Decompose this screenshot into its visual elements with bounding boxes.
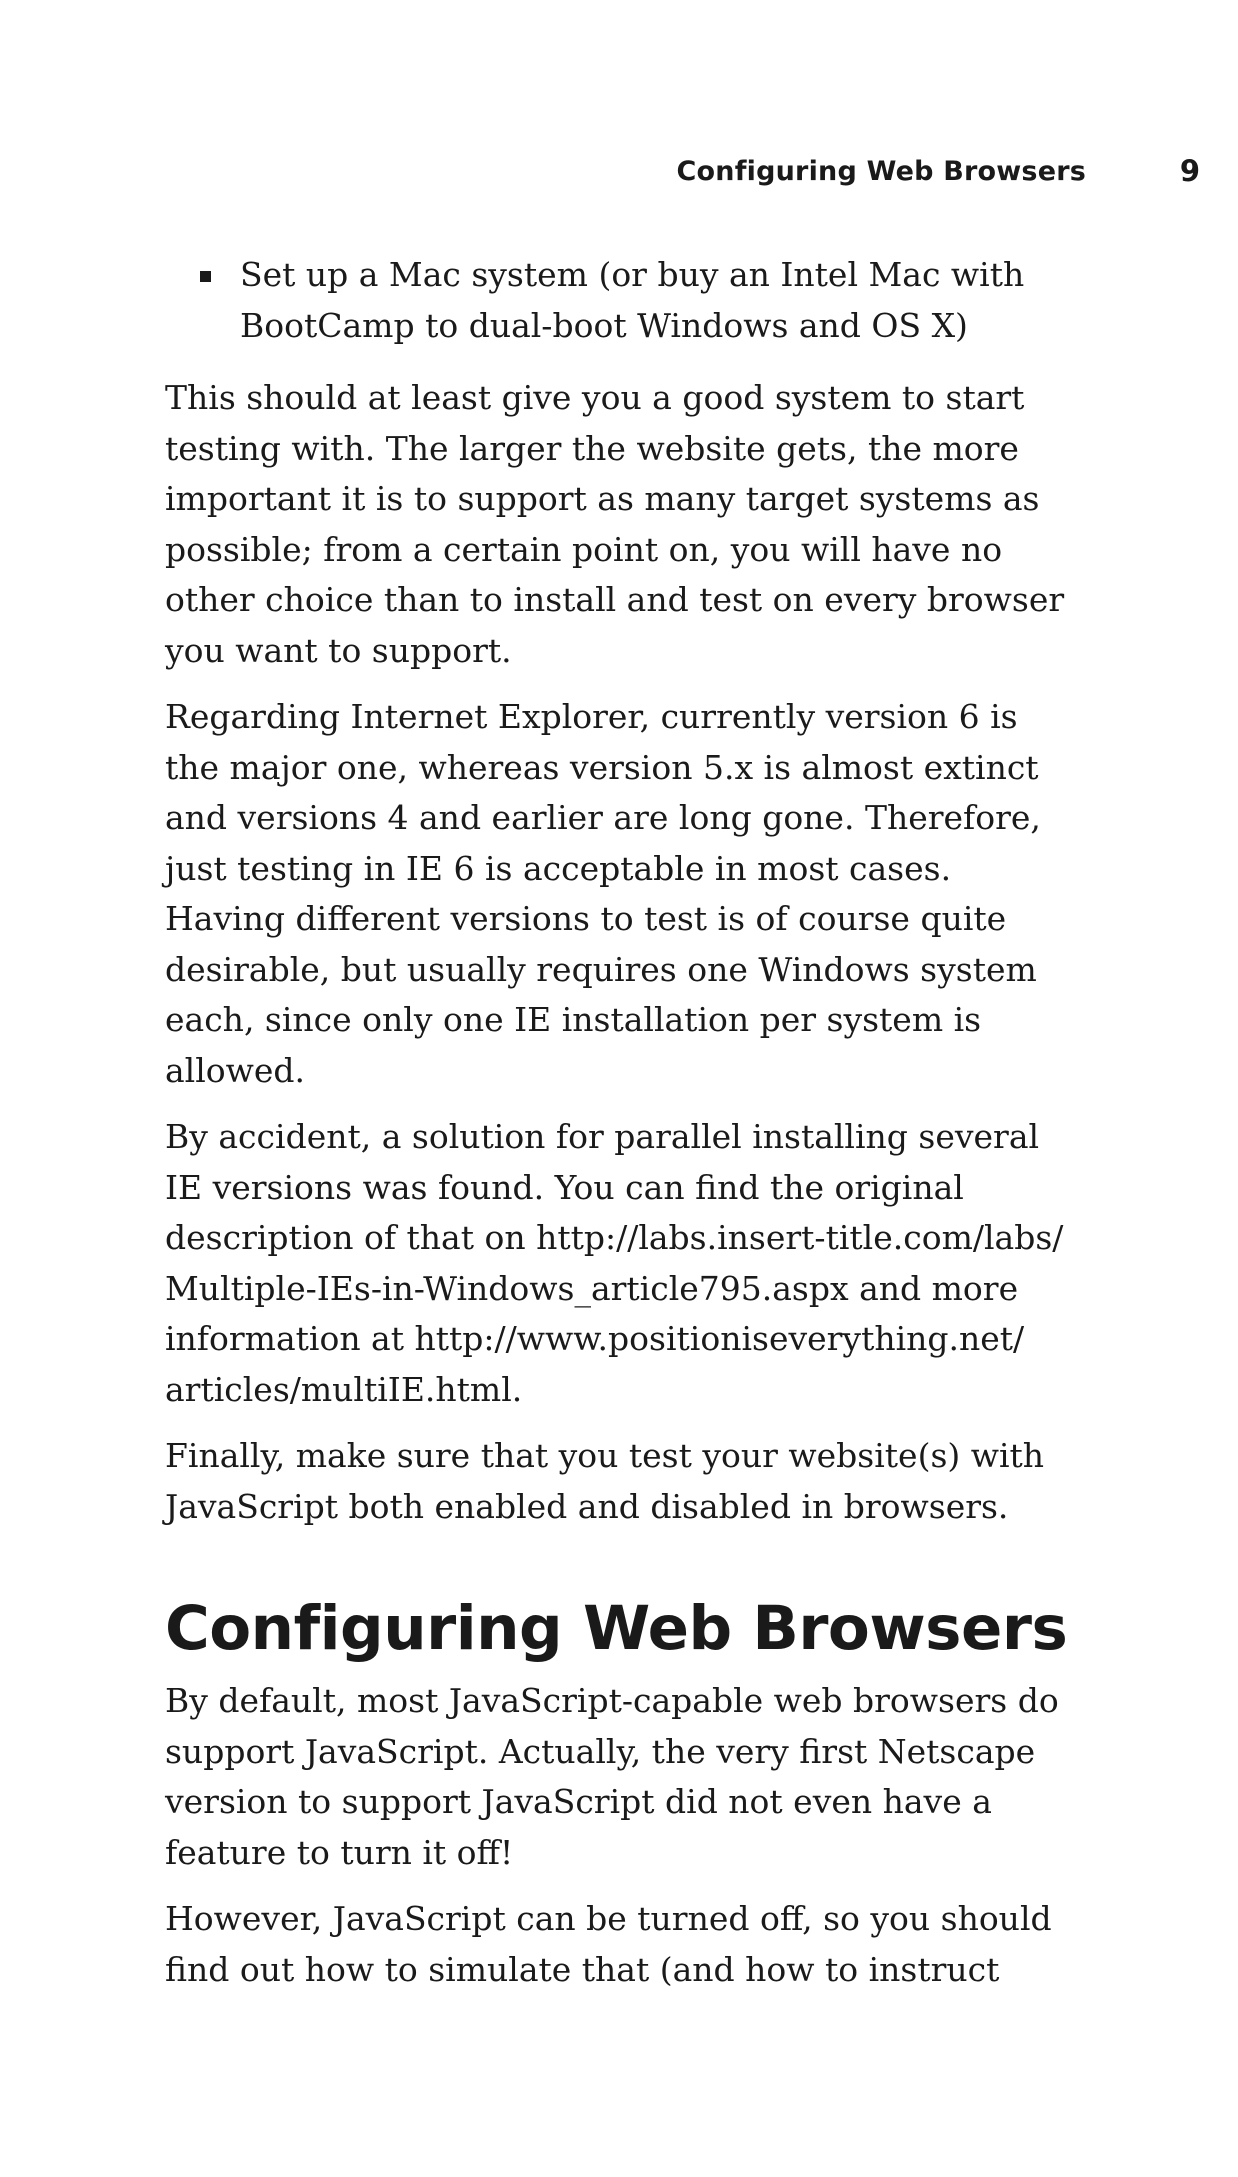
paragraph-turned-off: However, JavaScript can be turned off, so you should find out how to simulate that (and how to instruct — [165, 1899, 1052, 1989]
paragraph-multiple-ie: By accident, a solution for parallel installing several IE versions was found. You can find the original description of that on http://labs.insert-title.com/labs/ Multiple-IEs-in-Windows_article795.aspx and more information at http://www.positioniseverything.net/ articles/multiIE.html. — [165, 1117, 1064, 1409]
list-item-text: Set up a Mac system (or buy an Intel Mac with BootCamp to dual-boot Windows and OS X) — [240, 255, 1025, 345]
running-title: Configuring Web Browsers — [676, 156, 1086, 187]
running-header — [0, 150, 1238, 200]
paragraph-testing: This should at least give you a good system to start testing with. The larger the website gets, the more important it is to support as many target systems as possible; from a certain point on, you will have no other choice than to install and test on every browser you want to support. — [165, 378, 1065, 670]
section-heading: Configuring Web Browsers — [165, 1593, 1068, 1664]
list-item — [165, 250, 1080, 351]
paragraph-internet-explorer: Regarding Internet Explorer, currently version 6 is the major one, whereas version 5.x is almost extinct and versions 4 and earlier are long gone. Therefore, just testing in IE 6 is acceptable in most cases. Having different versions to test is of course quite desirable, but usually requires one Windows system each, since only one IE installation per system is allowed. — [165, 697, 1041, 1090]
page-body — [165, 250, 1080, 2011]
bullet-square-icon — [200, 271, 211, 282]
paragraph-default-support: By default, most JavaScript-capable web browsers do support JavaScript. Actually, the very first Netscape version to support JavaScript did not even have a feature to turn it off! — [165, 1681, 1059, 1872]
paragraph-javascript-testing: Finally, make sure that you test your website(s) with JavaScript both enabled and disabled in browsers. — [165, 1436, 1045, 1526]
page-number: 9 — [1179, 154, 1200, 188]
